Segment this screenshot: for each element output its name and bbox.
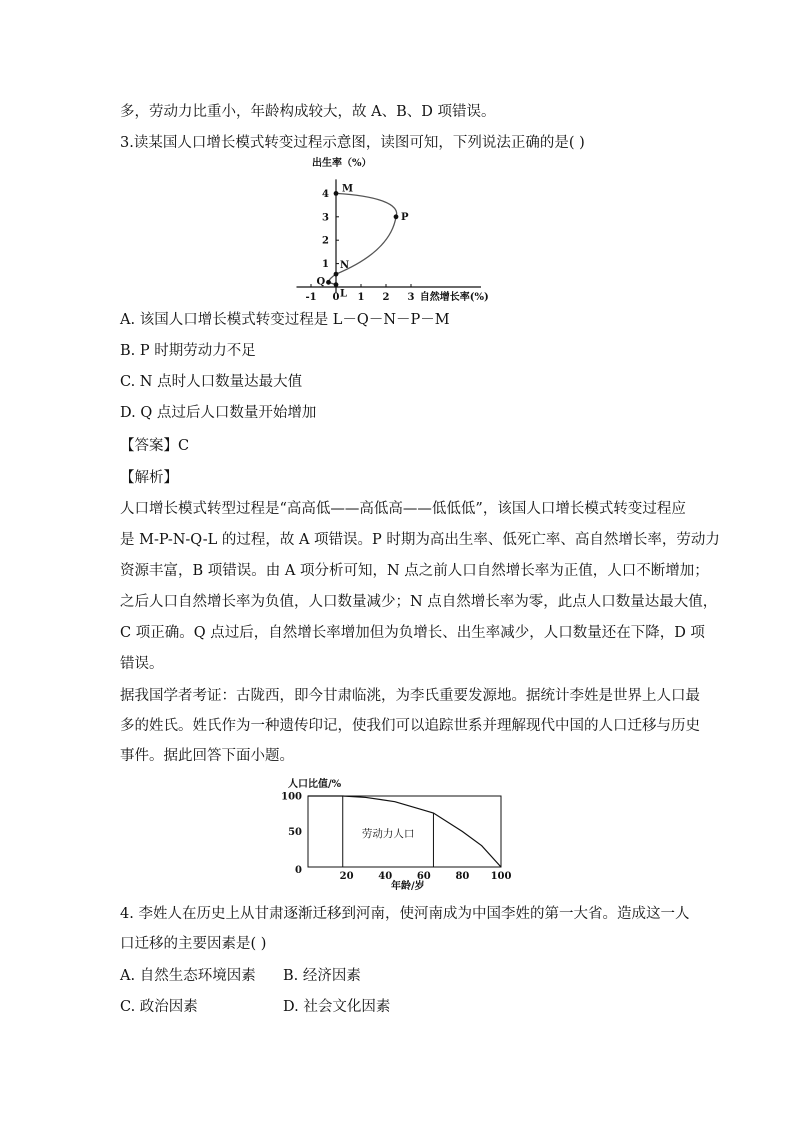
x-tick-label: 2 [382, 292, 390, 303]
transition-curve [329, 193, 397, 282]
labor-population-chart [272, 775, 522, 890]
point-label: L [340, 288, 348, 300]
q3-option-d: D. Q 点过后人口数量开始增加 [120, 405, 317, 421]
q3-stem: 3.读某国人口增长模式转变过程示意图，读图可知，下列说法正确的是( ) [120, 135, 585, 151]
q4-stem-line: 口迁移的主要因素是( ) [120, 936, 267, 952]
analysis-line: C 项正确。Q 点过后，自然增长率增加但为负增长、出生率减少，人口数量还在下降，D 项 [120, 625, 705, 641]
y-axis-title: 人口比值/% [288, 779, 342, 790]
x-tick-label: 0 [332, 292, 340, 303]
x-tick-label: 100 [490, 871, 512, 882]
q3-option-b: B. P 时期劳动力不足 [120, 343, 256, 359]
x-tick-label: 1 [357, 292, 365, 303]
data-point [326, 280, 331, 285]
q3-answer: 【答案】C [120, 438, 190, 454]
analysis-line: 错误。 [120, 656, 164, 672]
point-label: P [401, 211, 409, 223]
data-point [334, 191, 339, 196]
x-tick-label: 20 [339, 871, 354, 882]
analysis-line: 人口增长模式转型过程是“高高低——高低高——低低低”，该国人口增长模式转变过程应 [120, 501, 686, 517]
y-tick-label: 100 [281, 791, 302, 803]
analysis-line: 之后人口自然增长率为负值，人口数量减少；N 点自然增长率为零，此点人口数量达最大值， [120, 594, 718, 610]
y-tick-label: 3 [322, 212, 329, 224]
y-tick-label: 50 [288, 827, 302, 838]
q4-option-c: C. 政治因素 [120, 999, 198, 1015]
x-tick-label: 60 [416, 871, 431, 882]
passage-line: 据我国学者考证：古陇西，即今甘肃临洮，为李氏重要发源地。据统计李姓是世界上人口最 [120, 688, 700, 704]
birth-rate-vs-growth-rate-chart [285, 155, 525, 305]
q4-option-d: D. 社会文化因素 [283, 999, 391, 1015]
q3-analysis-title: 【解析】 [120, 470, 178, 486]
y-tick-label: 2 [322, 235, 329, 247]
data-point [334, 282, 339, 287]
region-label: 劳动力人口 [361, 828, 415, 841]
analysis-line: 是 M-P-N-Q-L 的过程，故 A 项错误。P 时期为高出生率、低死亡率、高自然增长率，劳动力 [120, 532, 720, 548]
q3-option-a: A. 该国人口增长模式转变过程是 L－Q－N－P－M [120, 312, 450, 328]
point-label: Q [316, 276, 326, 288]
q3-option-c: C. N 点时人口数量达最大值 [120, 374, 303, 390]
y-tick-label: 1 [322, 259, 329, 271]
x-axis-title: 自然增长率(%) [419, 292, 489, 303]
x-axis-title: 年龄/岁 [390, 881, 425, 892]
analysis-line: 资源丰富，B 项错误。由 A 项分析可知，N 点之前人口自然增长率为正值，人口不断增加； [120, 563, 709, 579]
data-point [394, 214, 399, 219]
q4-option-a: A. 自然生态环境因素 [120, 968, 256, 984]
intro-line: 多，劳动力比重小，年龄构成较大，故 A、B、D 项错误。 [120, 104, 496, 120]
data-point [334, 272, 339, 277]
x-tick-label: 40 [378, 871, 393, 882]
y-tick-label: 4 [322, 188, 329, 200]
passage-line: 多的姓氏。姓氏作为一种遗传印记，使我们可以追踪世系并理解现代中国的人口迁移与历史 [120, 718, 700, 734]
point-label: N [340, 260, 350, 272]
x-tick-label: -1 [305, 292, 317, 303]
y-axis-title: 出生率（%） [312, 158, 372, 169]
y-tick-label: 0 [295, 865, 302, 876]
x-tick-label: 80 [455, 871, 470, 882]
x-tick-label: 3 [407, 292, 415, 303]
point-label: M [342, 183, 354, 195]
q4-option-b: B. 经济因素 [283, 968, 361, 984]
q4-stem-line: 4. 李姓人在历史上从甘肃逐渐迁移到河南，使河南成为中国李姓的第一大省。造成这一人 [120, 906, 690, 922]
passage-line: 事件。据此回答下面小题。 [120, 748, 294, 764]
